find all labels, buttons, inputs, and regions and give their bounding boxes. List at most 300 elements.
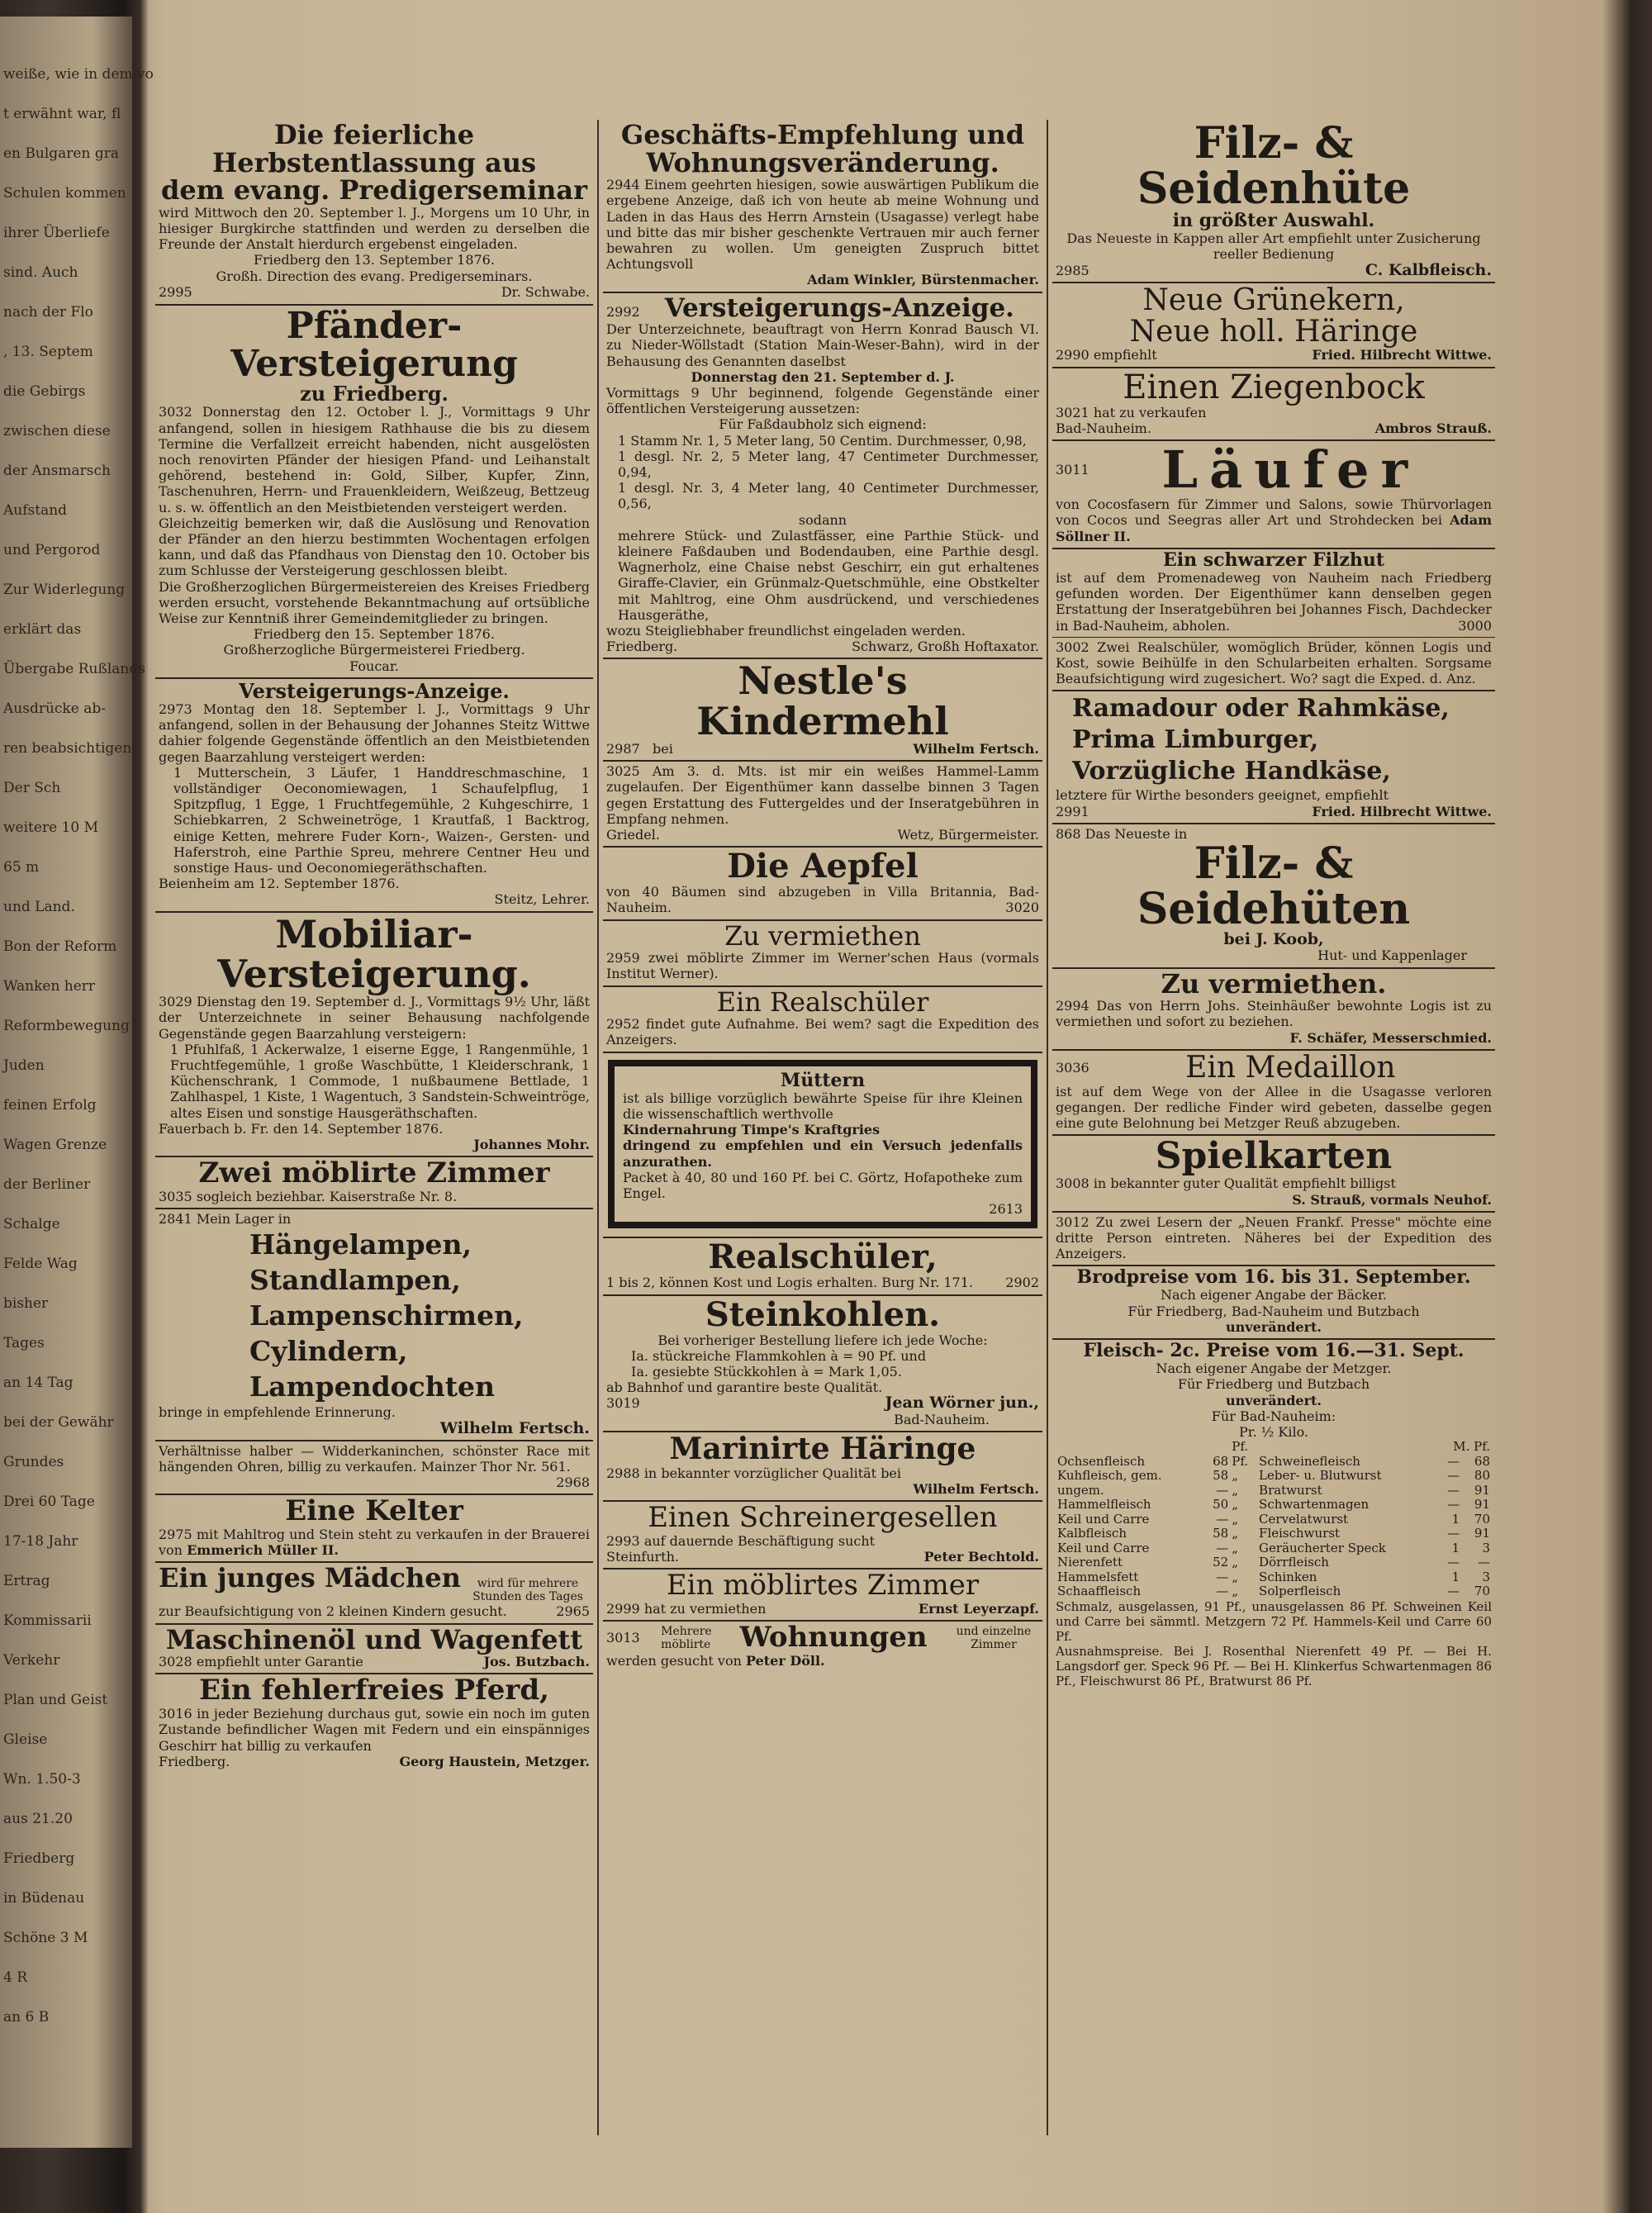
price-cell: — xyxy=(1216,1540,1229,1555)
price-cell: 1 xyxy=(1451,1569,1460,1584)
column-1 xyxy=(155,120,593,2135)
price-cell: Kalbfleisch xyxy=(1057,1526,1127,1541)
ad-place: Griedel. xyxy=(606,827,660,843)
ad-body: von 40 Bäumen sind abzugeben in Villa Britannia, Bad-Nauheim. xyxy=(606,884,1039,916)
ad-title: Ein Medaillon xyxy=(1185,1050,1396,1085)
price-cell: 91 xyxy=(1474,1497,1490,1513)
price-cell: Hammelfleisch xyxy=(1057,1497,1151,1513)
adjacent-page-text: Drei 60 Tage xyxy=(3,1494,95,1510)
ad-body: mit Mahltrog und Stein steht zu verkaufen in der Brauerei von xyxy=(159,1527,591,1559)
ad-subtitle: zu Friedberg. xyxy=(300,382,449,406)
ad-number: 3025 xyxy=(606,763,640,780)
price-cell: „ xyxy=(1232,1511,1239,1527)
adjacent-page-text: nach der Flo xyxy=(3,304,93,321)
ad-signature: Adam Winkler, Bürstenmacher. xyxy=(807,272,1039,288)
ad-line: Für Friedberg, Bad-Nauheim und Butzbach xyxy=(1127,1303,1420,1319)
ad-wohnungen xyxy=(603,1622,1042,1672)
adjacent-page-text: an 14 Tag xyxy=(3,1375,74,1391)
ad-body: auf dauernde Beschäftigung sucht xyxy=(643,1532,876,1549)
ad-title: Ein fehlerfreies Pferd, xyxy=(199,1674,549,1707)
ad-role: Hut- und Kappenlager xyxy=(1317,947,1467,964)
ad-body: in bekannter vorzüglicher Qualität bei xyxy=(643,1465,902,1481)
ad-title: Zu vermiethen. xyxy=(1161,967,1387,1000)
ad-signature: Ernst Leyerzapf. xyxy=(918,1600,1039,1617)
column-divider xyxy=(1047,120,1048,2135)
ad-medaillon xyxy=(1052,1051,1495,1136)
ad-title: Wohnungen xyxy=(739,1620,928,1654)
adjacent-page-text: weitere 10 M xyxy=(3,819,98,836)
price-cell: Ochsenfleisch xyxy=(1057,1453,1146,1469)
price-row xyxy=(1056,1570,1492,1585)
price-cell: Keil und Carre xyxy=(1057,1540,1150,1555)
ad-signature: Johannes Mohr. xyxy=(473,1137,590,1153)
ad-items: 1 Mutterschein, 3 Läufer, 1 Handdreschmaschine, 1 vollständiger Oeconomiewagen, 1 Schaufelpflug, 1 Spitzpflug, 1 Egge, 1 Fruchtfegemühle, 2 Kuhgeschirre, 1 Schiebkarren, 2 Schweinetröge, 1 Krautfaß, 1 Backtrog, einige Ketten, mehrere Fuder Korn-, Waizen-, Gersten- und Haferstroh, eine Parthie Spreu, mehrere Centner Heu und sonstige Haus- und Oeconomiegeräthschaften. xyxy=(173,764,590,876)
adjacent-page-text: Wagen Grenze xyxy=(3,1137,107,1153)
lamp-item: Cylindern, xyxy=(249,1335,408,1368)
ad-title: Zu vermiethen xyxy=(724,919,921,952)
ad-signature: Adam Söllner II. xyxy=(1056,512,1492,544)
ad-line: unverändert. xyxy=(1226,1318,1322,1335)
ad-number: 2841 xyxy=(159,1211,192,1228)
ad-body: Am 3. d. Mts. ist mir ein weißes Hammel-Lamm zugelaufen. Der Eigenthümer kann dasselbe binnen 3 Tagen gegen Erstattung des Futtergeldes und der Inseratgebühren in Empfang nehmen. xyxy=(606,763,1040,827)
ad-body: Mein Lager in xyxy=(196,1211,292,1228)
price-cell: — xyxy=(1447,1555,1460,1570)
ad-title: Filz- & Seidenhüte xyxy=(1137,118,1411,214)
price-cell: Kuhfleisch, gem. xyxy=(1057,1468,1162,1484)
price-cell: 1 xyxy=(1451,1540,1460,1555)
ad-title: Die feierliche Herbstentlassung aus xyxy=(211,119,536,178)
ad-subtitle: in größter Auswahl. xyxy=(1172,210,1375,232)
ad-line: Prima Limburger, xyxy=(1072,725,1319,755)
ad-realschueler-kost xyxy=(603,1238,1042,1295)
ad-title: Fleisch- 2c. Preise vom 16.—31. Sept. xyxy=(1083,1340,1464,1362)
price-cell: „ xyxy=(1232,1540,1239,1555)
price-row xyxy=(1056,1498,1492,1513)
ad-signature: F. Schäfer, Messerschmied. xyxy=(1289,1029,1492,1046)
adjacent-page-text: erklärt das xyxy=(3,621,82,638)
price-cell: Leber- u. Blutwurst xyxy=(1259,1468,1382,1484)
ad-koob-hueten xyxy=(1052,824,1495,969)
price-cell: 1 xyxy=(1451,1511,1460,1527)
adjacent-page-text: Übergabe Rußlands xyxy=(3,661,145,677)
ad-number: 3013 xyxy=(606,1630,640,1646)
ad-spielkarten xyxy=(1052,1136,1495,1213)
price-cell: Cervelatwurst xyxy=(1259,1511,1349,1527)
lamp-item: Standlampen, xyxy=(249,1264,461,1297)
adjacent-page-text: Ertrag xyxy=(3,1573,50,1589)
price-cell: Fleischwurst xyxy=(1259,1526,1341,1541)
price-cell: 58 xyxy=(1213,1468,1229,1484)
adjacent-page-strip xyxy=(0,17,154,2148)
adjacent-page-text: Wn. 1.50-3 xyxy=(3,1771,81,1788)
ad-number: 868 xyxy=(1056,825,1081,842)
adjacent-page-text: Gleise xyxy=(3,1731,48,1748)
price-cell: Nierenfett xyxy=(1057,1555,1123,1570)
ad-ziegenbock xyxy=(1052,368,1495,441)
ad-maschinenoel xyxy=(155,1625,593,1675)
ad-number: 3029 xyxy=(159,994,192,1010)
ad-number: 2973 xyxy=(159,701,192,717)
adjacent-page-text: Felde Wag xyxy=(3,1256,78,1272)
ad-number: 3002 xyxy=(1056,639,1089,655)
ad-body: zwei möblirte Zimmer im Werner'schen Haus (vormals Institut Werner). xyxy=(606,950,1039,982)
price-cell: Geräucherter Speck xyxy=(1259,1540,1386,1555)
adjacent-page-text: Grundes xyxy=(3,1454,64,1470)
ad-body: von Cocosfasern für Zimmer und Salons, sowie Thürvorlagen von Cocos und Seegras aller Art und Strohdecken bei xyxy=(1056,496,1492,529)
price-cell: Keil und Carre xyxy=(1057,1511,1150,1527)
ad-body: werden gesucht von xyxy=(606,1652,742,1669)
ad-body: empfiehlt unter Garantie xyxy=(196,1654,363,1670)
ad-subtitle: Nach eigener Angabe der Metzger. xyxy=(1156,1361,1392,1377)
price-cell: Schaaffleisch xyxy=(1057,1584,1142,1599)
ad-signature: Wilhelm Fertsch. xyxy=(913,1480,1039,1497)
adjacent-page-text: in Büdenau xyxy=(3,1890,85,1907)
ad-item: 1 desgl. Nr. 3, 4 Meter lang, 40 Centimeter Durchmesser, 0,56, xyxy=(618,480,1039,512)
ad-place: Beienheim am 12. September 1876. xyxy=(159,876,400,892)
ad-body: Vormittags 9 Uhr beginnend, folgende Gegenstände einer öffentlichen Versteigerung aussetzen: xyxy=(606,384,1039,417)
ad-signature: Jos. Butzbach. xyxy=(483,1654,590,1670)
ad-signature: Ambros Strauß. xyxy=(1374,420,1492,436)
price-cell: 3 xyxy=(1482,1540,1490,1555)
ad-number: 2985 xyxy=(1056,262,1089,278)
ad-title: Versteigerungs-Anzeige. xyxy=(239,678,510,703)
ad-signature: Emmerich Müller II. xyxy=(187,1542,339,1559)
ad-title: Nestle's Kindermehl xyxy=(696,658,949,743)
adjacent-page-text: en Bulgaren gra xyxy=(3,145,119,162)
adjacent-page-text: feinen Erfolg xyxy=(3,1097,97,1114)
ad-number: 3011 xyxy=(1056,462,1089,478)
adjacent-page-text: und Land. xyxy=(3,899,75,915)
price-cell: Schweinefleisch xyxy=(1259,1453,1360,1469)
ad-aepfel xyxy=(603,848,1042,920)
ad-title: Geschäfts-Empfehlung und xyxy=(620,119,1025,150)
ad-place: Friedberg den 15. September 1876. xyxy=(254,626,495,643)
ad-org: Großherzogliche Bürgermeisterei Friedberg. xyxy=(223,642,525,658)
ad-line: Für Bad-Nauheim: xyxy=(1211,1408,1336,1424)
price-cell: „ xyxy=(1232,1497,1239,1513)
column-divider xyxy=(597,120,599,2135)
ad-signature: Steitz, Lehrer. xyxy=(494,891,590,908)
ad-line: Neue Grünekern, xyxy=(1142,283,1405,317)
ad-title: Eine Kelter xyxy=(285,1494,463,1528)
ad-body: Zu zwei Lesern der „Neuen Frankf. Presse" möchte eine dritte Person eintreten. Näheres bei der Expedition des Anzeigers. xyxy=(1056,1213,1492,1262)
boxed-ad xyxy=(608,1060,1037,1229)
ad-realschueler-bruder xyxy=(1052,638,1495,692)
ad-number: 3021 xyxy=(1056,404,1089,420)
ad-body: hat zu verkaufen xyxy=(1093,404,1207,420)
ad-place: Bad-Nauheim. xyxy=(894,1411,990,1427)
price-cell: 80 xyxy=(1474,1468,1490,1484)
ad-pferd xyxy=(155,1674,593,1773)
ad-nestle xyxy=(603,659,1042,762)
ad-fleischpreise xyxy=(1052,1340,1495,1692)
ad-body: zur Beaufsichtigung von 2 kleinen Kindern gesucht. xyxy=(159,1603,507,1620)
adjacent-page-text: Juden xyxy=(3,1057,45,1074)
ad-place: Steinfurth. xyxy=(606,1548,679,1565)
ad-gruenekern xyxy=(1052,283,1495,368)
price-cell: 68 xyxy=(1474,1453,1490,1469)
adjacent-page-text: sind. Auch xyxy=(3,264,78,281)
ad-title: Einen Ziegenbock xyxy=(1123,368,1425,406)
ad-title: Realschüler, xyxy=(708,1237,938,1277)
ad-number: 2990 xyxy=(1056,347,1089,363)
ad-number: 2952 xyxy=(606,1016,640,1033)
ad-number: 2613 xyxy=(989,1201,1023,1218)
adjacent-page-text: der Ansmarsch xyxy=(3,463,111,479)
ad-org: Großh. Direction des evang. Predigerseminars. xyxy=(216,268,533,284)
adjacent-page-text: Kommissarii xyxy=(3,1612,92,1629)
adjacent-page-text: 4 R xyxy=(3,1969,28,1986)
adjacent-page-text: Ausdrücke ab- xyxy=(3,700,106,717)
ad-signature: Dr. Schwabe. xyxy=(501,283,590,300)
adjacent-page-text: Der Sch xyxy=(3,780,61,796)
price-cell: — xyxy=(1216,1584,1229,1599)
ad-body: in bekannter guter Qualität empfiehlt billigst xyxy=(1093,1175,1396,1192)
ad-number: 3016 xyxy=(159,1706,192,1722)
ad-number: 2993 xyxy=(606,1532,640,1549)
adjacent-page-text: ihrer Überliefe xyxy=(3,225,110,241)
adjacent-page-text: ren beabsichtigen xyxy=(3,740,132,757)
ad-title: Mobiliar-Versteigerung. xyxy=(217,911,531,996)
ad-body: findet gute Aufnahme. Bei wem? sagt die Expedition des Anzeigers. xyxy=(606,1016,1039,1048)
ad-versteigerung-bausch xyxy=(603,293,1042,660)
ad-number: 2992 xyxy=(606,303,640,320)
ad-body: Bei vorheriger Bestellung liefere ich jede Woche: xyxy=(657,1332,988,1348)
ad-versteigerungs-anzeige xyxy=(155,679,593,913)
ad-line: unverändert. xyxy=(1226,1392,1322,1408)
ad-signature: Jean Wörner jun., xyxy=(885,1394,1039,1413)
ad-laeufer xyxy=(1052,441,1495,549)
price-row xyxy=(1056,1555,1492,1570)
lamp-item: Hängelampen, xyxy=(249,1228,472,1261)
adjacent-page-text: Verkehr xyxy=(3,1652,60,1669)
ad-body: Zwei Realschüler, womöglich Brüder, können Logis und Kost, sowie Beihülfe in den Schularbeiten erhalten. Sorgsame Beaufsichtigung wird zugesichert. Wo? sagt die Exped. d. Anz. xyxy=(1056,639,1492,687)
price-cell: — xyxy=(1216,1511,1229,1527)
ad-lampen xyxy=(155,1209,593,1441)
ad-line: Für Friedberg und Butzbach xyxy=(1177,1376,1370,1393)
ad-body: 1 bis 2, können Kost und Logis erhalten. Burg Nr. 171. xyxy=(606,1275,973,1291)
ad-number: 2968 xyxy=(556,1475,590,1491)
price-cell: 70 xyxy=(1474,1511,1490,1527)
price-cell: „ xyxy=(1232,1555,1239,1570)
ad-item: 1 desgl. Nr. 2, 5 Meter lang, 47 Centimeter Durchmesser, 0,94, xyxy=(618,448,1039,480)
ad-number: 2959 xyxy=(606,950,640,966)
column-3 xyxy=(1052,120,1495,2135)
ad-sodann: sodann xyxy=(798,511,847,528)
ad-unit: Pr. ½ Kilo. xyxy=(1238,1423,1309,1440)
ad-exceptions: Ausnahmspreise. Bei J. Rosenthal Nierenfett 49 Pf. — Bei H. Langsdorf ger. Speck 96 Pf. — Bei H. Klinkerfus Schwartenmagen 86 Pf., Fleischwurst 86 Pf., Bratwurst 86 Pf. xyxy=(1056,1643,1492,1688)
lamp-item: Lampenschirmen, xyxy=(249,1299,524,1332)
ad-number: 3032 xyxy=(159,404,192,420)
ad-title: dem evang. Predigerseminar xyxy=(161,174,587,207)
ad-signature: Fried. Hilbrecht Wittwe. xyxy=(1312,803,1492,819)
adjacent-page-text: Plan und Geist xyxy=(3,1692,108,1708)
ad-pfaender-versteigerung xyxy=(155,306,593,679)
ad-muettern xyxy=(603,1053,1042,1239)
ad-body: Gleichzeitig bemerken wir, daß die Auslösung und Renovation der Pfänder an den hierzu bestimmten Wochentagen erfolgen kann, und daß das Pfandhaus von Dienstag den 10. October bis zum Schlusse der Versteigerung geschlossen bleibt. xyxy=(159,515,590,579)
adjacent-page-text: aus 21.20 xyxy=(3,1811,73,1827)
adjacent-page-text: Schalge xyxy=(3,1216,60,1232)
price-cell: — xyxy=(1447,1584,1460,1599)
ad-subtitle: Nach eigener Angabe der Bäcker. xyxy=(1161,1287,1387,1304)
price-cell: 91 xyxy=(1474,1526,1490,1541)
adjacent-page-text: und Pergorod xyxy=(3,542,101,558)
price-cell: 50 xyxy=(1213,1497,1229,1513)
ad-body: Packet à 40, 80 und 160 Pf. bei C. Görtz, Hofapotheke zum Engel. xyxy=(623,1169,1023,1201)
ad-body: ist auf dem Promenadeweg von Nauheim nach Friedberg gefunden worden. Der Eigenthümer kann denselben gegen Erstattung der Inseratgebühren bei Johannes Fisch, Dachdecker in Bad-Nauheim, abholen. xyxy=(1056,569,1492,634)
ad-title: Müttern xyxy=(780,1069,866,1091)
ad-body: Donnerstag den 12. October l. J., Vormittags 9 Uhr anfangend, sollen in hiesigem Rathhause die bis zu diesem Termine die Verfallzeit erreicht habenden, nicht ausgelösten noch renovirten Pfänder der hiesigen Pfand- und Leihanstalt gehörend, bestehend in: Gold, Silber, Kupfer, Zinn, Taschenuhren, Herrn- und Frauenkleidern, Weißzeug, Bettzeug u. s. w. öffentlich an den Meistbietenden versteigert werden. xyxy=(159,404,590,515)
ad-number: 2999 xyxy=(606,1600,640,1617)
ad-number: 3035 xyxy=(159,1188,192,1204)
ad-signature: S. Strauß, vormals Neuhof. xyxy=(1292,1191,1492,1208)
ad-body: Das von Herrn Johs. Steinhäußer bewohnte Logis ist zu vermiethen und sofort zu beziehen. xyxy=(1056,998,1493,1030)
ad-mobiliar-versteigerung xyxy=(155,913,593,1158)
ad-body: ist als billige vorzüglich bewährte Speise für ihre Kleinen die wissenschaftlich werthvolle xyxy=(623,1090,1023,1122)
ad-number: 3012 xyxy=(1056,1213,1089,1230)
ad-body: wozu Steigliebhaber freundlichst eingeladen werden. xyxy=(606,623,966,639)
price-row xyxy=(1056,1541,1492,1556)
ad-realschueler xyxy=(603,987,1042,1053)
ad-body: Die Großherzoglichen Bürgermeistereien des Kreises Friedberg werden ersucht, vorstehende Bekanntmachung auf ortsübliche Weise zur Kenntniß ihrer Gemeindemitglieder zu bringen. xyxy=(159,578,590,626)
ad-zwei-zimmer xyxy=(155,1157,593,1209)
ad-items: 1 Pfuhlfaß, 1 Ackerwalze, 1 eiserne Egge, 1 Rangenmühle, 1 Fruchtfegemühle, 1 große Waschbütte, 1 Kleiderschrank, 1 Küchenschrank, 1 Commode, 1 nußbaumene Bettlade, 1 Zahlhaspel, 1 Kiste, 1 Wagentuch, 3 Sandstein-Schweintröge, altes Eisen und sonstige Hausgeräthschaften. xyxy=(170,1041,590,1121)
ad-title: Filz- & Seidehüten xyxy=(1137,838,1411,934)
ad-body: Das Neueste in xyxy=(1085,825,1188,842)
price-cell: — xyxy=(1478,1555,1490,1570)
price-cell: — xyxy=(1447,1453,1460,1469)
ad-place: Friedberg. xyxy=(159,1753,230,1769)
price-cell: „ xyxy=(1232,1526,1239,1541)
ad-line: Ia. gesiebte Stückkohlen à = Mark 1,05. xyxy=(631,1363,902,1380)
ad-body: sogleich beziehbar. Kaiserstraße Nr. 8. xyxy=(196,1188,458,1204)
ad-title: Ein schwarzer Filzhut xyxy=(1162,549,1385,571)
ad-body: Einem geehrten hiesigen, sowie auswärtigen Publikum die ergebene Anzeige, daß ich von heute ab meine Wohnung und Laden in das Haus des Herrn Arnstein (Usagasse) verlegt habe und bitte das mir bisher geschenkte Vertrauen mir auch ferner bewahren zu wollen. Um geneigten Zuspruch bittet xyxy=(606,177,1039,256)
ad-signature: Peter Döll. xyxy=(746,1652,825,1669)
ad-herbstentlassung xyxy=(155,120,593,306)
adjacent-page-text: an 6 B xyxy=(3,2009,50,2025)
ad-subhead: Für Faßdaubholz sich eignend: xyxy=(719,416,927,433)
ad-signature: Wilhelm Fertsch. xyxy=(439,1418,590,1437)
ad-title: Pfänder-Versteigerung xyxy=(230,304,518,385)
ad-line: Neue holl. Häringe xyxy=(1129,314,1418,349)
ad-line: Ia. stückreiche Flammkohlen à = 90 Pf. und xyxy=(631,1347,927,1364)
ad-title: Ein Realschüler xyxy=(716,985,929,1018)
ad-marinirte-haeringe xyxy=(603,1432,1042,1502)
price-cell: 70 xyxy=(1474,1584,1490,1599)
ad-signature: Wilhelm Fertsch. xyxy=(913,741,1039,757)
price-row xyxy=(1056,1513,1492,1527)
ad-line: ab Bahnhof und garantire beste Qualität. xyxy=(606,1380,883,1396)
price-row xyxy=(1056,1469,1492,1484)
column-2 xyxy=(603,120,1042,2135)
price-cell: 58 xyxy=(1213,1526,1229,1541)
ad-number: 2988 xyxy=(606,1465,640,1481)
ad-title: Einen Schreinergesellen xyxy=(648,1500,998,1534)
ad-title: Wohnungsveränderung. xyxy=(646,146,999,178)
price-row xyxy=(1056,1455,1492,1470)
ad-title: Versteigerungs-Anzeige. xyxy=(664,292,1014,323)
ad-signature: C. Kalbfleisch. xyxy=(1365,260,1492,279)
ad-filz-seidenhuete xyxy=(1052,120,1495,283)
ad-number: 2975 xyxy=(159,1527,192,1543)
price-cell: Bratwurst xyxy=(1259,1482,1322,1498)
ad-place: Fauerbach b. Fr. den 14. September 1876. xyxy=(159,1120,444,1137)
ad-note: Schmalz, ausgelassen, 91 Pf., unausgelassen 86 Pf. Schweinen Keil und Carre bei sämmtl. Metzgern 72 Pf. Hammels-Keil und Carre 60 Pf. xyxy=(1056,1598,1492,1644)
price-table-header xyxy=(1056,1440,1492,1455)
adjacent-page-text: Bon der Reform xyxy=(3,938,117,955)
price-cell: — xyxy=(1447,1497,1460,1513)
adjacent-page-text: Schöne 3 M xyxy=(3,1930,88,1946)
ad-title: Ein junges Mädchen xyxy=(159,1562,461,1594)
ad-frankf-presse xyxy=(1052,1213,1495,1267)
ad-number: 3019 xyxy=(606,1395,640,1412)
ad-signature: Foucar. xyxy=(349,658,399,674)
adjacent-page-text: t erwähnt war, fl xyxy=(3,106,121,122)
ad-body: in jeder Beziehung durchaus gut, sowie ein noch im guten Zustande befindlicher Wagen mit Federn und ein einspänniges Geschirr hat billig zu verkaufen xyxy=(159,1706,590,1754)
ad-title: Ein möblirtes Zimmer xyxy=(666,1569,980,1603)
ad-body: bei xyxy=(652,741,673,757)
ad-title: Spielkarten xyxy=(1155,1135,1393,1178)
price-cell: 3 xyxy=(1482,1569,1490,1584)
ad-number: 2944 xyxy=(606,177,640,193)
ad-signature: Peter Bechtold. xyxy=(923,1548,1039,1565)
price-cell: „ xyxy=(1232,1569,1239,1584)
price-cell: „ xyxy=(1232,1468,1239,1484)
adjacent-page-text: der Berliner xyxy=(3,1176,91,1193)
ad-number: 3020 xyxy=(1005,900,1039,916)
ad-body: empfiehlt xyxy=(1093,347,1157,363)
price-cell: „ xyxy=(1232,1482,1239,1498)
newspaper-page xyxy=(147,50,1609,2164)
ad-title: Steinkohlen. xyxy=(705,1294,941,1334)
ad-title: Läufer xyxy=(1161,439,1420,501)
ad-number: 3000 xyxy=(1458,617,1492,634)
ad-title: Die Aepfel xyxy=(727,847,919,886)
adjacent-page-text: Schulen kommen xyxy=(3,185,126,202)
ad-zu-vermiethen-werner xyxy=(603,921,1042,987)
ad-geschaefts-empfehlung xyxy=(603,120,1042,293)
price-cell: — xyxy=(1447,1468,1460,1484)
ad-brodpreise xyxy=(1052,1266,1495,1340)
price-cell: — xyxy=(1447,1482,1460,1498)
ad-side-text: wird für mehrere Stunden des Tages xyxy=(472,1577,583,1604)
ad-signature: Fried. Hilbrecht Wittwe. xyxy=(1312,347,1492,363)
price-cell: Schwartenmagen xyxy=(1259,1497,1370,1513)
price-cell: Solperfleisch xyxy=(1259,1584,1341,1599)
adjacent-page-text: bisher xyxy=(3,1295,49,1312)
ad-title: Marinirte Häringe xyxy=(669,1431,976,1466)
ad-signature: bei J. Koob, xyxy=(1223,930,1324,949)
price-cell: Pf. xyxy=(1232,1453,1249,1469)
ad-widderkaninchen xyxy=(155,1441,593,1496)
ad-title: Zwei möblirte Zimmer xyxy=(198,1156,550,1190)
price-cell: 52 xyxy=(1213,1555,1229,1570)
ad-number: 2995 xyxy=(159,283,192,300)
price-cell: 68 xyxy=(1213,1453,1229,1469)
ad-signature: Georg Haustein, Metzger. xyxy=(399,1753,590,1769)
ad-body: letztere für Wirthe besonders geeignet, empfiehlt xyxy=(1056,787,1389,804)
adjacent-page-text: Tages xyxy=(3,1335,45,1351)
ad-number: 3036 xyxy=(1056,1060,1089,1076)
ad-kaese xyxy=(1052,691,1495,824)
ad-body: Das Neueste in Kappen aller Art empfiehlt unter Zusicherung reeller Bedienung xyxy=(1066,230,1481,263)
ad-body: hat zu vermiethen xyxy=(643,1600,767,1617)
adjacent-page-text: die Gebirgs xyxy=(3,383,86,400)
ad-kelter xyxy=(155,1495,593,1563)
ad-items: mehrere Stück- und Zulastfässer, eine Parthie Stück- und kleinere Faßdauben und Bodendauben, eine Parthie desgl. Wagnerholz, eine Chaise nebst Geschirr, ein gut erhaltenes Giraffe-Clavier, ein Grünmalz-Quetschmühle, eine Obstkelter mit Mahltrog, eine Ohm ausdrückend, und verschiedenes Hausgeräthe, xyxy=(618,527,1039,623)
ad-number: 3028 xyxy=(159,1654,192,1670)
